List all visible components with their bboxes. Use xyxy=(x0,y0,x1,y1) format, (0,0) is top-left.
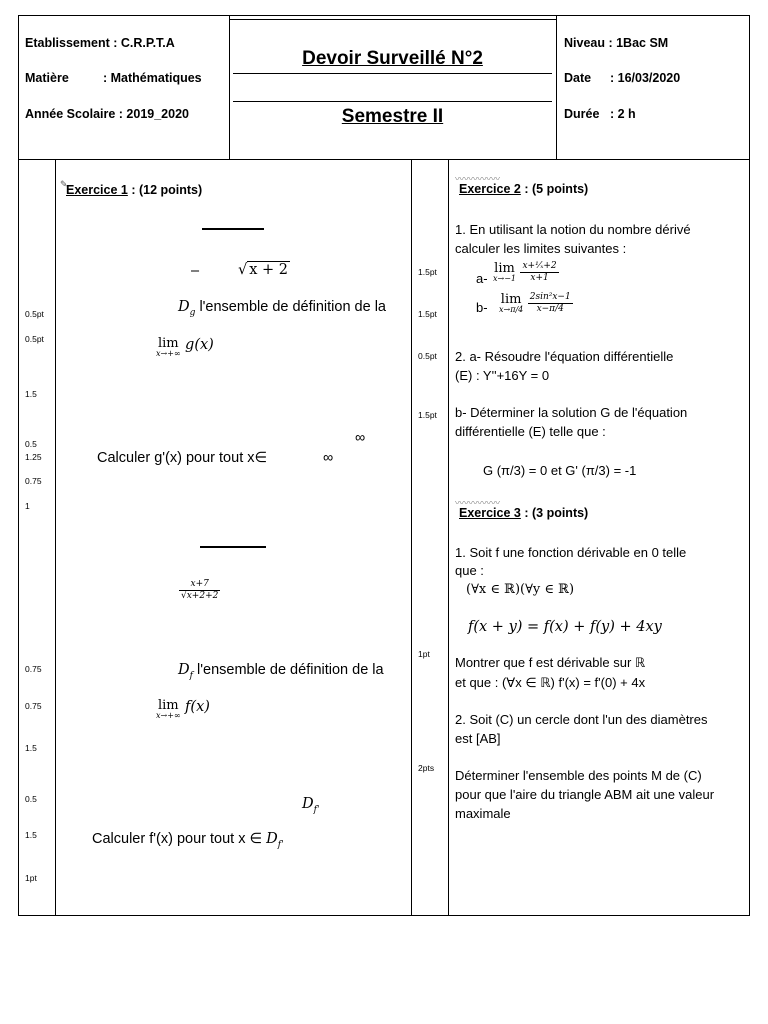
ex2-a-label: a- xyxy=(476,271,488,286)
ex2-b-label: b- xyxy=(476,300,488,315)
ex3-q2-line2: est [AB] xyxy=(455,731,501,746)
title-separator-2 xyxy=(233,101,552,102)
ex3-show-line2: et que : (∀x ∈ ℝ) f'(x) = f'(0) + 4x xyxy=(455,675,646,690)
ex1-df-prime: $D_{f'}$ xyxy=(302,796,320,815)
ex3-q2-line1: 2. Soit (C) un cercle dont l'un des diamètres xyxy=(455,712,708,727)
ex1-calc-g: Calculer g'(x) pour tout x∈ xyxy=(97,450,268,466)
ex1-infinity-2: ∞ xyxy=(323,450,334,466)
niveau: Niveau : 1Bac SM xyxy=(564,36,669,50)
ex1-calc-f: Calculer f'(x) pour tout x ∈ $D_{f'}$ xyxy=(92,831,284,850)
ex1-def-text: l'ensemble de définition de la xyxy=(199,299,386,315)
exercise1-points: : (12 points) xyxy=(131,183,203,197)
points-left: 0.75 xyxy=(25,476,42,486)
date-value: : 16/03/2020 xyxy=(610,71,681,85)
points-right: 0.5pt xyxy=(418,351,437,361)
exercise2-heading xyxy=(459,182,588,196)
semestre: Semestre II xyxy=(341,106,444,127)
exercise3-points: : (3 points) xyxy=(524,506,589,520)
ex3-q1-line2: que : xyxy=(455,563,484,578)
exercise1-part2-rule xyxy=(200,546,266,548)
dg-symbol: D xyxy=(178,299,190,315)
exercise3-title: Exercice 3 xyxy=(459,506,521,520)
ex1-df-line: $D_f$ l'ensemble de définition de la xyxy=(178,662,384,681)
ex3-show-line1: Montrer que f est dérivable sur ℝ xyxy=(455,655,646,670)
ex3-q3-line3: maximale xyxy=(455,806,511,821)
ex2-q2b-line1: b- Déterminer la solution G de l'équation xyxy=(455,405,688,420)
exercise1-part1-rule xyxy=(202,228,264,230)
exercise1-decoration: ✎ xyxy=(60,179,68,189)
header-divider xyxy=(18,159,750,160)
exercise3-decoration: 〰〰〰〰〰 xyxy=(455,498,501,508)
points-right: 1.5pt xyxy=(418,267,437,277)
ex1-minus: – xyxy=(191,263,200,279)
duree-value: : 2 h xyxy=(610,107,636,121)
points-left: 1.5 xyxy=(25,389,37,399)
ex1-dg-line: $D_g$ l'ensemble de définition de la xyxy=(178,299,386,318)
center-divider xyxy=(411,159,412,916)
date-label: Date xyxy=(564,71,592,85)
points-right: 1pt xyxy=(418,649,430,659)
points-right: 1.5pt xyxy=(418,410,437,420)
page-title: Devoir Surveillé N°2 xyxy=(302,48,483,69)
ex2-initial-conditions: G (π/3) = 0 et G' (π/3) = -1 xyxy=(483,463,637,478)
ex2-b-limit: lim x→π/4 $\frac{\text{2sin²x−1}}{x-\pi/4}$ xyxy=(499,292,571,314)
ex2-a-limit: lim x→−1 $\frac{\text{x+¹⁄ₓ+2}}{x+1}$ xyxy=(493,261,557,283)
ex3-quantifiers: (∀x ∈ ℝ)(∀y ∈ ℝ) xyxy=(466,582,575,597)
points-right: 1.5pt xyxy=(418,309,437,319)
points-left: 1.25 xyxy=(25,452,42,462)
ex1-lim-g: lim x→+∞ g(x) xyxy=(156,336,214,358)
ex3-q1-line1: 1. Soit f une fonction dérivable en 0 telle xyxy=(455,545,687,560)
points-left: 0.75 xyxy=(25,701,42,711)
matiere-label: Matière xyxy=(25,71,69,85)
points-left: 0.5 xyxy=(25,439,37,449)
title-separator-1 xyxy=(233,73,552,74)
exercise1-heading xyxy=(66,183,202,197)
exercise1-title: Exercice 1 xyxy=(66,183,128,197)
points-left: 0.5pt xyxy=(25,309,44,319)
ex3-q3-line2: pour que l'aire du triangle ABM ait une valeur xyxy=(455,787,715,802)
ex2-q2a-line2: (E) : Y''+16Y = 0 xyxy=(455,368,550,383)
header-col-left-divider xyxy=(229,15,230,160)
ex1-f-fraction: $\frac{x+7}{√x+2+2}$ xyxy=(181,579,219,601)
left-points-divider xyxy=(55,159,56,916)
title-top-line xyxy=(229,19,556,20)
points-left: 0.75 xyxy=(25,664,42,674)
right-points-divider xyxy=(448,159,449,916)
points-left: 1.5 xyxy=(25,830,37,840)
ex2-q2a-line1: 2. a- Résoudre l'équation différentielle xyxy=(455,349,674,364)
ex3-q3-line1: Déterminer l'ensemble des points M de (C) xyxy=(455,768,702,783)
ex1-lim-f: lim x→+∞ f(x) xyxy=(156,698,210,720)
points-left: 0.5pt xyxy=(25,334,44,344)
points-left: 1 xyxy=(25,501,30,511)
ex1-sqrt: √ x + 2 xyxy=(238,262,289,278)
exercise2-decoration: 〰〰〰〰〰 xyxy=(455,174,501,184)
ex2-q1-line2: calculer les limites suivantes : xyxy=(455,241,627,256)
df-symbol: D xyxy=(178,662,190,678)
exercise2-title: Exercice 2 xyxy=(459,182,521,196)
exercise2-points: : (5 points) xyxy=(524,182,589,196)
points-left: 0.5 xyxy=(25,794,37,804)
annee-scolaire: Année Scolaire : 2019_2020 xyxy=(25,107,189,121)
ex2-q1-line1: 1. En utilisant la notion du nombre dérivé xyxy=(455,222,691,237)
duree-label: Durée xyxy=(564,107,600,121)
ex1-infinity: ∞ xyxy=(355,430,366,446)
points-left: 1.5 xyxy=(25,743,37,753)
ex3-functional-equation: f(x + y) = f(x) + f(y) + 4xy xyxy=(468,619,662,635)
points-right: 2pts xyxy=(418,763,435,773)
points-left: 1pt xyxy=(25,873,37,883)
matiere-value: : Mathématiques xyxy=(103,71,202,85)
etablissement: Etablissement : C.R.P.T.A xyxy=(25,36,175,50)
header-col-right-divider xyxy=(556,15,557,160)
ex1-def-text-2: l'ensemble de définition de la xyxy=(197,662,384,678)
exercise3-heading xyxy=(459,506,588,520)
ex2-q2b-line2: différentielle (E) telle que : xyxy=(455,424,606,439)
